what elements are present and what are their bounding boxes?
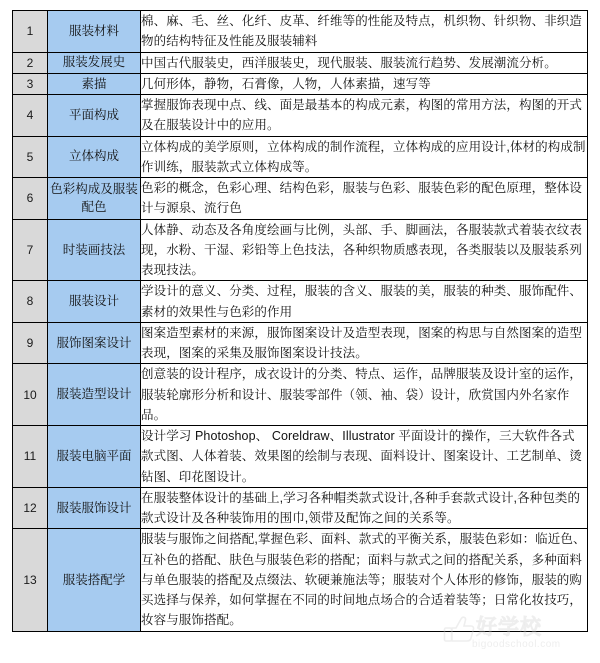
row-index-cell: 8 xyxy=(13,281,48,323)
course-name-cell: 服装造型设计 xyxy=(48,364,141,426)
course-description-text: 学设计的意义、分类、过程，服装的含义、服装的美，服装的种类、服饰配件、素材的效果性与色彩的作用 xyxy=(141,284,583,319)
row-index-cell: 1 xyxy=(13,11,48,53)
table-row xyxy=(13,364,588,426)
course-name-cell: 服装发展史 xyxy=(48,52,141,73)
course-name-cell: 服装电脑平面 xyxy=(48,426,141,488)
course-description-cell xyxy=(141,136,588,178)
course-name-cell: 时装画技法 xyxy=(48,219,141,281)
course-description-cell xyxy=(141,95,588,137)
course-name-cell: 服饰图案设计 xyxy=(48,322,141,364)
course-description-text: 中国古代服装史，西洋服装史，现代服装、服装流行趋势、发展潮流分析。 xyxy=(141,55,557,70)
course-description-text: 创意装的设计程序，成衣设计的分类、特点、运作，品牌服装及设计室的运作，服装轮廓形分析和设计、服装零部件（领、袖、袋）设计，欣赏国内外名家作品。 xyxy=(141,367,583,422)
row-index-cell: 7 xyxy=(13,219,48,281)
course-name-cell: 色彩构成及服装配色 xyxy=(48,178,141,220)
course-description-text: 色彩的概念，色彩心理、结构色彩，服装与色彩、服装色彩的配色原理，整体设计与源泉、流行色 xyxy=(141,181,583,216)
course-description-cell xyxy=(141,52,588,73)
course-description-cell xyxy=(141,322,588,364)
course-description-text: 在服装整体设计的基础上,学习各种帽类款式设计,各种手套款式设计,各种包类的款式设计及各种装饰用的围巾,领带及配饰之间的关系等。 xyxy=(141,490,581,525)
course-table-body xyxy=(13,11,588,632)
course-description-cell xyxy=(141,529,588,631)
table-row xyxy=(13,52,588,73)
table-row xyxy=(13,11,588,53)
table-row xyxy=(13,281,588,323)
table-row xyxy=(13,487,588,529)
course-outline-table xyxy=(12,10,588,632)
course-name-cell: 平面构成 xyxy=(48,95,141,137)
course-name-cell: 服装搭配学 xyxy=(48,529,141,631)
row-index-cell: 2 xyxy=(13,52,48,73)
table-row xyxy=(13,529,588,631)
watermark-url: bigoodschool.com xyxy=(472,639,561,650)
course-table-sheet xyxy=(12,10,588,632)
course-description-text: 棉、麻、毛、丝、化纤、皮革、纤维等的性能及特点，机织物、针织物、非织造物的结构特征及性能及服装辅料 xyxy=(141,14,583,49)
table-row xyxy=(13,178,588,220)
row-index-cell: 12 xyxy=(13,487,48,529)
row-index-cell: 6 xyxy=(13,178,48,220)
course-description-cell xyxy=(141,178,588,220)
course-description-cell xyxy=(141,281,588,323)
table-row xyxy=(13,95,588,137)
course-description-cell xyxy=(141,364,588,426)
course-name-cell: 服装设计 xyxy=(48,281,141,323)
course-name-cell: 服装服饰设计 xyxy=(48,487,141,529)
row-index-cell: 5 xyxy=(13,136,48,178)
course-description-text: 人体静、动态及各角度绘画与比例，头部、手、脚画法，各服装款式着装衣纹表现，水粉、干湿、彩铅等上色技法，各种织物质感表现，各类服装以及服装系列表现技法。 xyxy=(141,222,583,277)
course-description-text: 立体构成的美学原则，立体构成的制作流程，立体构成的应用设计,体材的构成制作训练，服装款式立体构成等。 xyxy=(141,139,586,174)
watermark-brand: 好学校 xyxy=(476,616,542,639)
course-name-cell: 立体构成 xyxy=(48,136,141,178)
course-description-text: 设计学习 Photoshop、 Coreldraw、Illustrator 平面设计的操作，三大软件各式款式图、人体着装、效果图的绘制与表现、面料设计、图案设计、工艺制单、烫钻图、印花图设计。 xyxy=(141,429,583,484)
row-index-cell: 10 xyxy=(13,364,48,426)
row-index-cell: 9 xyxy=(13,322,48,364)
table-row xyxy=(13,73,588,94)
table-row xyxy=(13,219,588,281)
course-description-cell xyxy=(141,11,588,53)
course-description-cell xyxy=(141,73,588,94)
table-row xyxy=(13,322,588,364)
course-description-text: 掌握服饰表现中点、线、面是最基本的构成元素，构图的常用方法，构图的开式及在服装设计中的应用。 xyxy=(141,98,583,133)
row-index-cell: 11 xyxy=(13,426,48,488)
row-index-cell: 13 xyxy=(13,529,48,631)
course-name-cell: 素描 xyxy=(48,73,141,94)
course-description-cell xyxy=(141,219,588,281)
table-row xyxy=(13,136,588,178)
table-row xyxy=(13,426,588,488)
course-description-cell xyxy=(141,426,588,488)
course-description-text: 图案造型素材的来源，服饰图案设计及造型表现，图案的构思与自然图案的造型表现，图案的采集及服饰图案设计技法。 xyxy=(141,325,583,360)
course-description-cell xyxy=(141,487,588,529)
course-name-cell: 服装材料 xyxy=(48,11,141,53)
course-description-text: 几何形体，静物，石膏像，人物，人体素描，速写等 xyxy=(141,76,431,91)
course-description-text: 服装与服饰之间搭配,掌握色彩、面料、款式的平衡关系，服装色彩如：临近色、互补色的搭配、肤色与服装色彩的搭配；面料与款式之间的搭配关系，多种面料与单色服装的搭配及点缀法、软硬兼施法等；服装对个人体形的修饰，服装的购买选择与保养，如何掌握在不同的时间地点场合的合适着装等；日常化妆技巧，妆容与服饰搭配。 xyxy=(141,532,586,628)
row-index-cell: 3 xyxy=(13,73,48,94)
row-index-cell: 4 xyxy=(13,95,48,137)
